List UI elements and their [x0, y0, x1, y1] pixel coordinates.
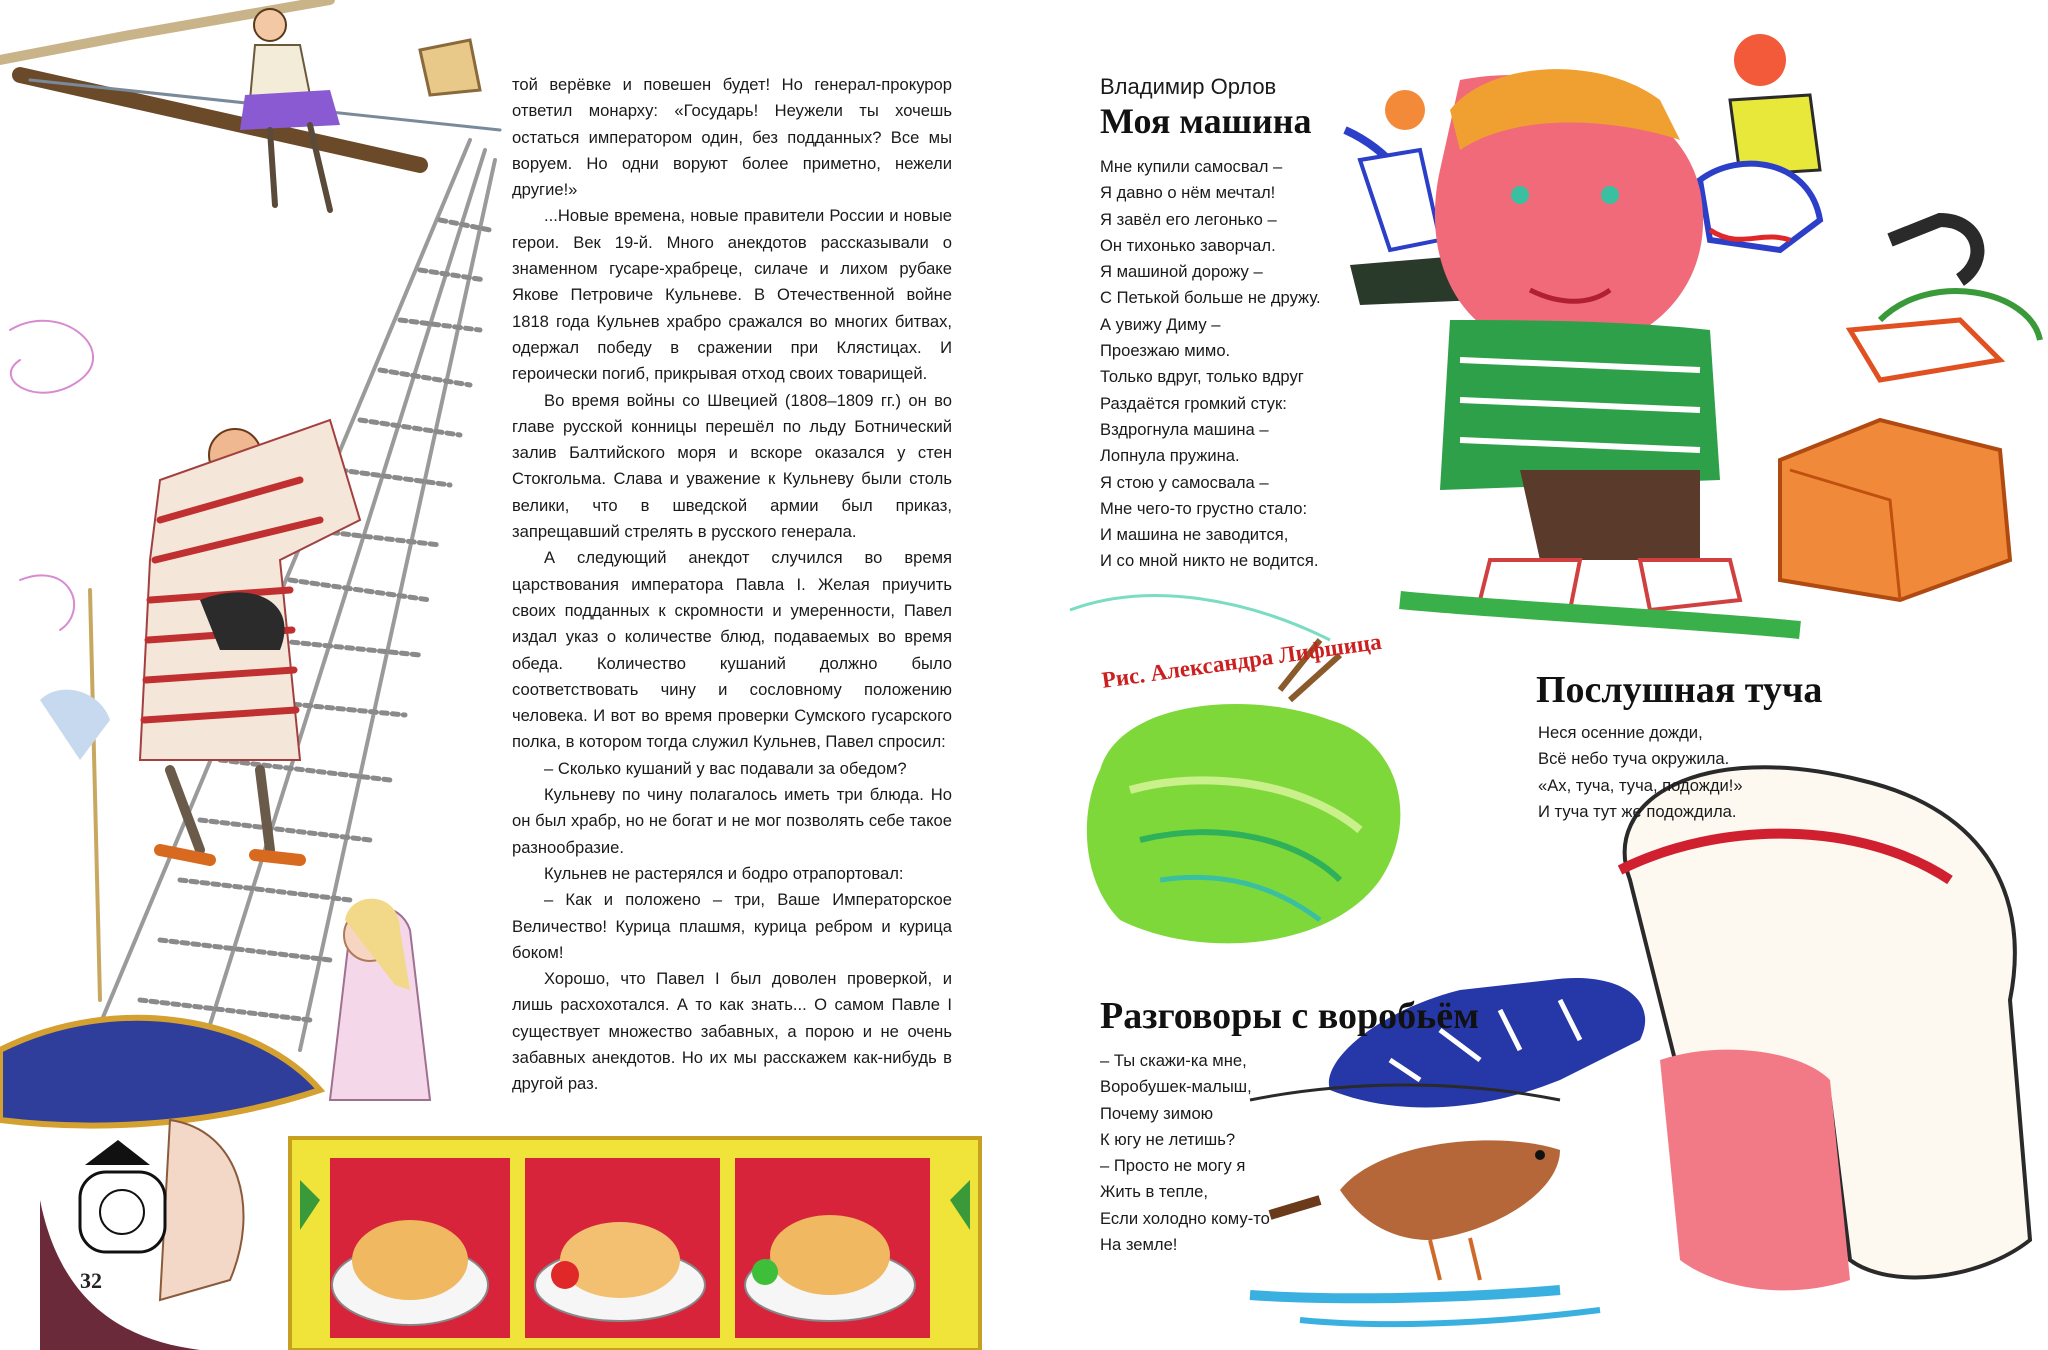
- poem-line: Раздаётся громкий стук:: [1100, 393, 1287, 413]
- poem-line: А увижу Диму –: [1100, 314, 1221, 334]
- poem-line: Он тихонько заворчал.: [1100, 235, 1276, 255]
- poem-line: – Ты скажи-ка мне,: [1100, 1051, 1247, 1070]
- poem-title: Моя машина: [1100, 101, 1312, 141]
- poem-line: Всё небо туча окружила.: [1538, 749, 1730, 769]
- poem-line: – Просто не могу я: [1100, 1156, 1246, 1176]
- poem-line: С Петькой больше не дружу.: [1100, 288, 1321, 308]
- poem-author: Владимир Орлов: [1100, 74, 1277, 99]
- paragraph: Во время войны со Швецией (1808–1809 гг.) он во главе русской конницы перешёл по льду Ботнический залив Балтийского моря и вскоре оказался у стен Стокгольма. Слава и уважение к Кульневу были столь велики, что в шведской армии был приказ, запрещавший стрелять в русского генерала.: [512, 390, 952, 542]
- paragraph: ...Новые времена, новые правители России и новые герои. Век 19-й. Много анекдотов рассказывали о знаменном гусаре-храбреце, силаче и лихом рубаке Якове Петровиче Кульневе. В Отечественной войне 1818 года Кульнев храбро сражался во многих битвах, одержал победу в сражении при Клястицах. И героически погиб, прикрывая отход своих товарищей.: [512, 206, 952, 384]
- poem-title: Разговоры с воробьём: [1100, 995, 1480, 1037]
- poem-line: Если холодно кому-то: [1100, 1208, 1270, 1228]
- poem-line: Я машиной дорожу –: [1100, 262, 1263, 282]
- poem-line: На земле!: [1100, 1235, 1178, 1255]
- left-page-prose: [512, 72, 952, 1098]
- poem-stanza: [1538, 720, 1743, 825]
- paragraph: А следующий анекдот случился во время царствования императора Павла I. Желая приучить своих подданных к скромности и умеренности, Павел издал указ о количестве блюд, подаваемых во время обеда. Количество кушаний должно было соответствовать чину и сословному положению человека. И вот во время проверки Сумского гусарского полка, в котором тогда служил Кульнев, Павел спросил:: [512, 548, 952, 752]
- poem-line: И со мной никто не водится.: [1100, 551, 1319, 571]
- poem-line: «Ах, туча, туча, подожди!»: [1538, 775, 1743, 795]
- paragraph: Хорошо, что Павел I был доволен проверкой, и лишь расхохотался. А то как знать... О самом Павле I существует множество забавных, а порою и не очень забавных анекдотов. Но их мы расскажем как-нибудь в другой раз.: [512, 969, 952, 1094]
- poem-line: Мне чего-то грустно стало:: [1100, 498, 1308, 518]
- poem-line: Я стою у самосвала –: [1100, 472, 1269, 492]
- poem-line: К югу не летишь?: [1100, 1129, 1236, 1149]
- poem-title: Послушная туча: [1536, 669, 1823, 711]
- paragraph: – Как и положено – три, Ваше Императорское Величество! Курица плашмя, курица ребром и курица боком!: [512, 890, 952, 962]
- poem-line: Воробушек-малыш,: [1100, 1077, 1252, 1097]
- paragraph: той верёвке и повешен будет! Но генерал-прокурор ответил монарху: «Государь! Неужели ты хочешь остаться императором один, без подданных? Все мы воруем. Но одни воруют более приметно, нежели другие!»: [512, 75, 952, 200]
- paragraph: – Сколько кушаний у вас подавали за обедом?: [544, 758, 907, 778]
- poem-line: И машина не заводится,: [1100, 525, 1289, 545]
- illustrator-credit: Рис. Александра Лифшица: [1100, 628, 1383, 693]
- poem-line: Мне купили самосвал –: [1100, 157, 1283, 176]
- poem-stanza: [1100, 154, 1321, 575]
- poem-line: Лопнула пружина.: [1100, 446, 1240, 466]
- page-number: 32: [80, 1268, 102, 1293]
- poem-stanza: [1100, 1048, 1270, 1258]
- poem-line: Я завёл его легонько –: [1100, 209, 1277, 229]
- poem-line: Проезжаю мимо.: [1100, 341, 1231, 361]
- poem-line: Я давно о нём мечтал!: [1100, 183, 1276, 203]
- poem-line: Вздрогнула машина –: [1100, 419, 1269, 439]
- poem-line: Только вдруг, только вдруг: [1100, 367, 1304, 387]
- paragraph: Кульнев не растерялся и бодро отрапортовал:: [544, 863, 904, 883]
- boy-toy-truck-illustration: [1345, 34, 2040, 630]
- poem-line: Неся осенние дожди,: [1538, 723, 1703, 742]
- poem-line: И туча тут же подождила.: [1538, 801, 1737, 821]
- poem-line: Почему зимою: [1100, 1103, 1214, 1123]
- poem-line: Жить в тепле,: [1100, 1182, 1209, 1202]
- paragraph: Кульневу по чину полагалось иметь три блюда. Но он был храбр, но не богат и не мог позволять себе такое разнообразие.: [512, 785, 952, 857]
